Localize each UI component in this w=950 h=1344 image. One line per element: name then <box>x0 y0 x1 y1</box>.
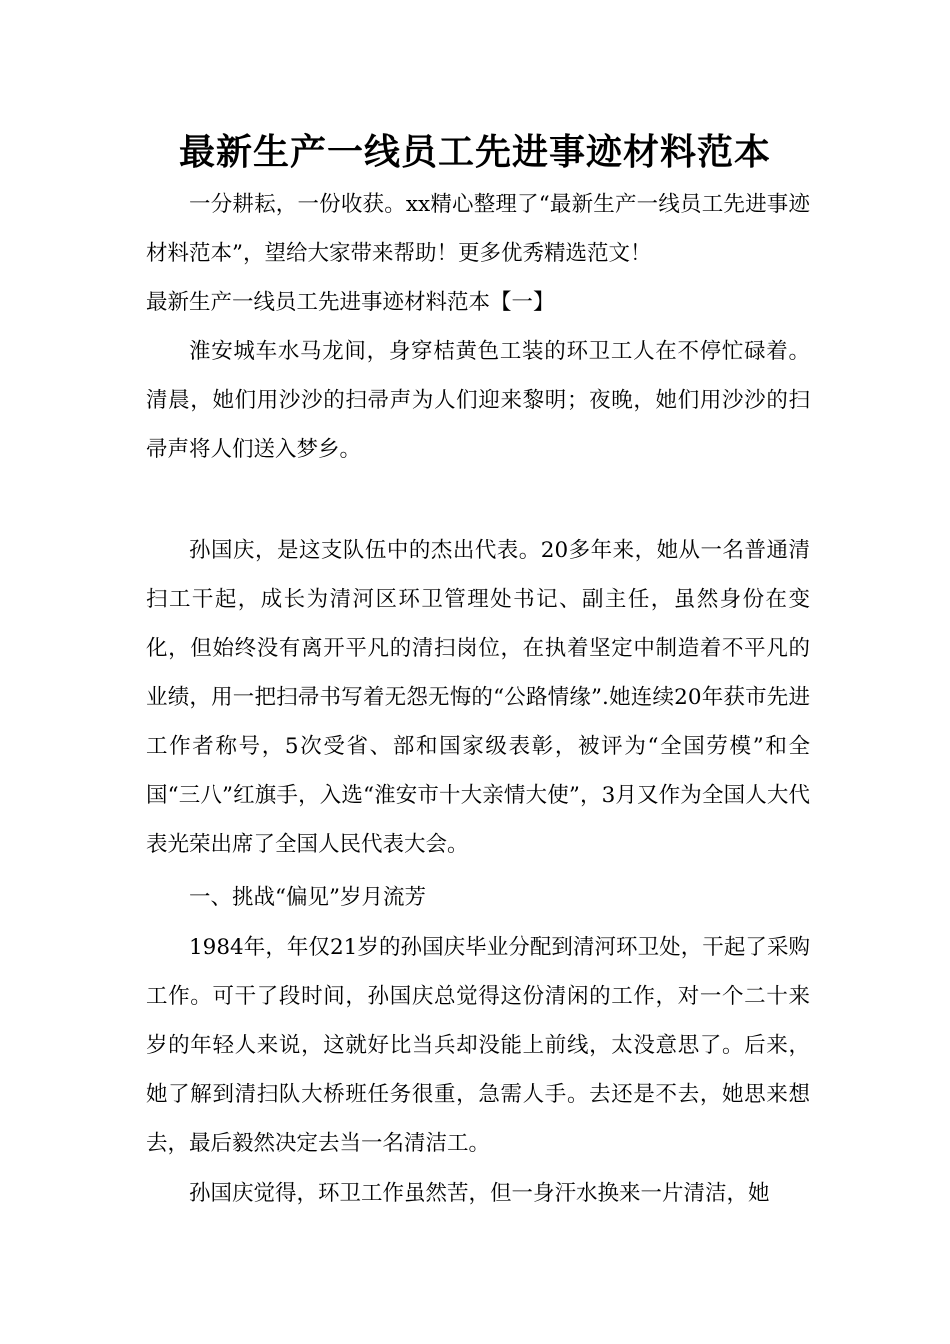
intro-paragraph: 一分耕耘，一份收获。xx精心整理了“最新生产一线员工先进事迹材料范本”，望给大家带来帮助！更多优秀精选范文！ <box>146 192 810 266</box>
body-paragraph: 孙国庆，是这支队伍中的杰出代表。20多年来，她从一名普通清扫工干起，成长为清河区环卫管理处书记、副主任，虽然身份在变化，但始终没有离开平凡的清扫岗位，在执着坚定中制造着不平凡的业绩，用一把扫帚书写着无怨无悔的“公路情缘”.她连续20年获市先进工作者称号，5次受省、部和国家级表彰，被评为“全国劳模”和全国“三八”红旗手，入选“淮安市十大亲情大使”，3月又作为全国人大代表光荣出席了全国人民代表大会。 <box>146 538 810 857</box>
subsection-heading: 一、挑战“偏见”岁月流芳 <box>189 885 426 910</box>
section-heading: 最新生产一线员工先进事迹材料范本【一】 <box>146 290 555 315</box>
body-paragraph: 1984年，年仅21岁的孙国庆毕业分配到清河环卫处，干起了采购工作。可干了段时间，孙国庆总觉得这份清闲的工作，对一个二十来岁的年轻人来说，这就好比当兵却没能上前线，太没意思了。后来，她了解到清扫队大桥班任务很重，急需人手。去还是不去，她思来想去，最后毅然决定去当一名清洁工。 <box>146 935 810 1156</box>
document-title: 最新生产一线员工先进事迹材料范本 <box>178 132 771 173</box>
body-paragraph: 淮安城车水马龙间，身穿桔黄色工装的环卫工人在不停忙碌着。清晨，她们用沙沙的扫帚声为人们迎来黎明；夜晚，她们用沙沙的扫帚声将人们送入梦乡。 <box>146 339 810 462</box>
body-paragraph: 孙国庆觉得，环卫工作虽然苦，但一身汗水换来一片清洁，她 <box>189 1181 770 1206</box>
